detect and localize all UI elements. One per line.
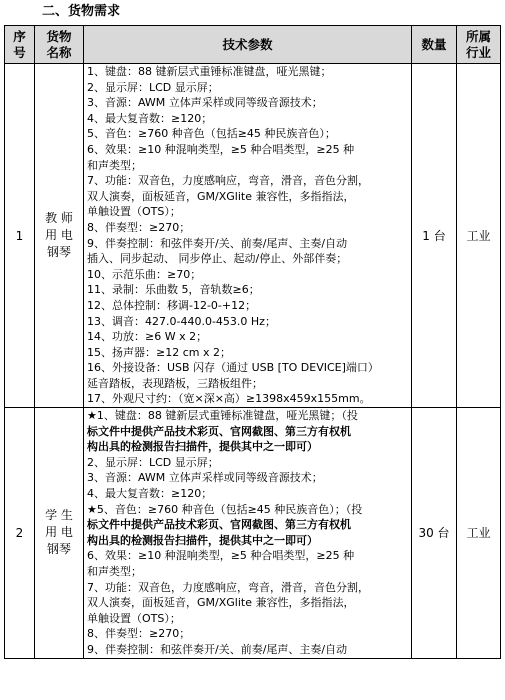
spec-line: 6、效果：≥10 种混响类型，≥5 种合唱类型，≥25 种	[87, 549, 355, 563]
requirements-table	[4, 25, 501, 659]
header-seq: 序 号	[5, 26, 35, 64]
spec-line: 标文件中提供产品技术彩页、官网截图、第三方有权机	[87, 518, 351, 532]
spec-line: 标文件中提供产品技术彩页、官网截图、第三方有权机	[87, 424, 351, 438]
spec-line: 7、功能：双音色，力度感响应，弯音，滑音，音色分割，	[87, 174, 369, 188]
goods-name-line: 钢琴	[46, 245, 71, 260]
goods-name-line: 学 生	[45, 508, 73, 523]
spec-line: 5、音色：≥760 种音色（包括≥45 种民族音色）；	[87, 127, 336, 141]
spec-line: 8、伴奏型：≥270；	[87, 220, 191, 234]
spec-line: 16、外接设备：USB 闪存（通过 USB [TO DEVICE]端口）	[87, 361, 379, 375]
spec-line: 1、键盘：88 键新层式重锤标准键盘，哑光黑键；	[87, 65, 332, 78]
goods-name-line: 钢琴	[46, 542, 71, 557]
header-industry: 所属 行业	[457, 26, 501, 64]
spec-line: 14、功放：≥6 W x 2；	[87, 330, 208, 344]
row-seq: 1	[5, 64, 35, 408]
spec-line: 8、伴奏型：≥270；	[87, 627, 191, 641]
spec-line: 和声类型；	[87, 565, 142, 578]
header-spec: 技术参数	[84, 26, 412, 64]
spec-line: ★5、音色：≥760 种音色（包括≥45 种民族音色）；（投	[87, 502, 363, 516]
spec-line: 3、音源：AWM 立体声采样或同等级音源技术；	[87, 96, 323, 110]
spec-line: 构出具的检测报告扫描件，提供其中之一即可）	[87, 533, 318, 547]
header-name: 货物 名称	[35, 26, 84, 64]
spec-line: 双人演奏，面板延音，GM/XGlite 兼容性，多指指法，	[87, 596, 355, 610]
spec-line: 单触设置（OTS）；	[87, 205, 181, 219]
header-row	[5, 26, 501, 64]
spec-line: 13、调音：427.0-440.0-453.0 Hz；	[87, 314, 276, 328]
goods-name-line: 教 师	[45, 211, 73, 226]
spec-line: 构出具的检测报告扫描件，提供其中之一即可）	[87, 440, 318, 454]
section-title: 二、货物需求	[42, 4, 121, 19]
spec-line: 9、伴奏控制：和弦伴奏开/关、前奏/尾声、主奏/自动	[87, 236, 348, 250]
spec-line: 12、总体控制：移调-12-0-+12；	[87, 298, 257, 312]
goods-name-line: 用 电	[45, 525, 73, 540]
row-spec	[84, 408, 412, 659]
spec-line: 15、扬声器：≥12 cm x 2；	[87, 345, 231, 359]
goods-name-line: 用 电	[45, 228, 73, 243]
table-row	[5, 64, 501, 408]
table-body	[5, 64, 501, 659]
spec-line: 9、伴奏控制：和弦伴奏开/关、前奏/尾声、主奏/自动	[87, 642, 348, 656]
row-spec	[84, 64, 412, 408]
spec-line: 双人演奏，面板延音，GM/XGlite 兼容性，多指指法，	[87, 189, 355, 203]
table-row	[5, 408, 501, 659]
row-seq: 2	[5, 408, 35, 659]
spec-line: 6、效果：≥10 种混响类型，≥5 种合唱类型，≥25 种	[87, 142, 355, 156]
row-goods-name	[35, 408, 84, 659]
spec-line: ★1、键盘：88 键新层式重锤标准键盘，哑光黑键；（投	[87, 409, 358, 423]
spec-line: 延音踏板，表现踏板，三踏板组件；	[87, 376, 263, 390]
spec-line: 7、功能：双音色，力度感响应，弯音，滑音，音色分割，	[87, 580, 369, 594]
spec-line: 4、最大复音数：≥120；	[87, 111, 213, 125]
spec-line: 插入、同步起动、 同步停止、起动/停止、外部伴奏；	[87, 252, 348, 266]
row-goods-name	[35, 64, 84, 408]
header-qty: 数量	[412, 26, 457, 64]
row-industry: 工业	[457, 64, 501, 408]
spec-line: 单触设置（OTS）；	[87, 611, 181, 625]
spec-line: 3、音源：AWM 立体声采样或同等级音源技术；	[87, 471, 323, 485]
row-industry: 工业	[457, 408, 501, 659]
spec-line: 2、显示屏：LCD 显示屏；	[87, 455, 219, 469]
row-quantity: 30 台	[412, 408, 457, 659]
spec-line: 4、最大复音数：≥120；	[87, 487, 213, 501]
spec-line: 和声类型；	[87, 158, 142, 172]
row-quantity: 1 台	[412, 64, 457, 408]
spec-line: 10、示范乐曲：≥70；	[87, 267, 202, 281]
spec-line: 2、显示屏：LCD 显示屏；	[87, 80, 219, 94]
spec-line: 11、录制：乐曲数 5，音轨数≥6；	[87, 283, 260, 297]
spec-line: 17、外观尺寸约：（宽×深×高）≥1398x459x155mm。	[87, 392, 371, 406]
